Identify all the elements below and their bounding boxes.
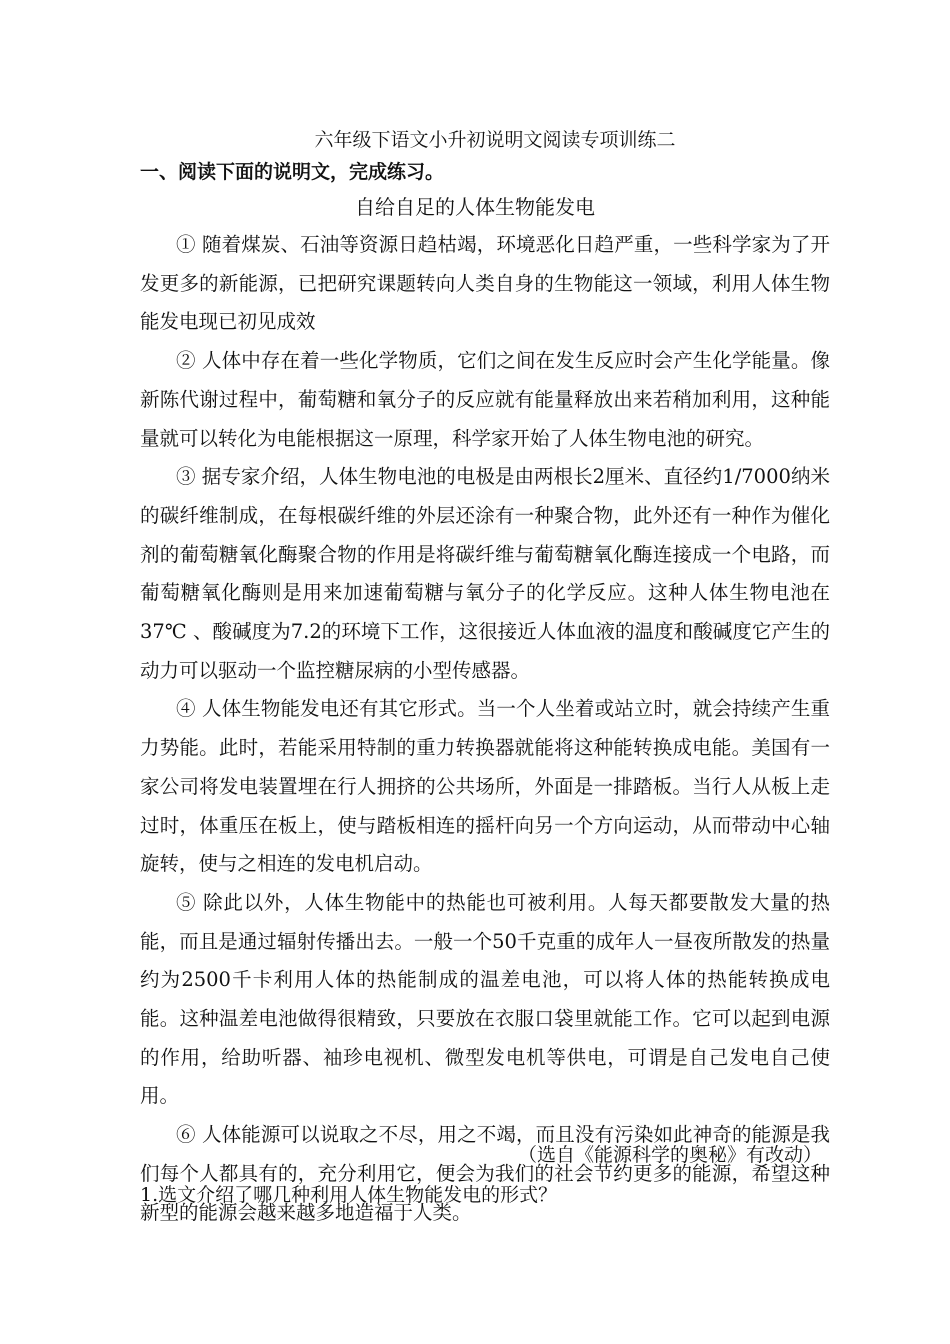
paragraph-6: ⑥ 人体能源可以说取之不尽，用之不竭，而且没有污染如此神奇的能源是我们每个人都具有的，充分利用它，便会为我们的社会节约更多的能源，希望这种新型的能源会越来越多地造福于人类。 xyxy=(140,1123,830,1224)
source-citation: （选自《能源科学的奥秘》有改动） xyxy=(517,1144,822,1166)
paragraph-5: ⑤ 除此以外，人体生物能中的热能也可被利用。人每天都要散发大量的热能，而且是通过辐射传播出去。一般一个50千克重的成年人一昼夜所散发的热量约为2500千卡利用人体的热能制成的温差电池，可以将人体的热能转换成电能。这种温差电池做得很精致，只要放在衣服口袋里就能工作。它可以起到电源的作用，给助听器、袖珍电视机、微型发电机等供电，可谓是自己发电自己使用。 xyxy=(140,890,830,1108)
article-body xyxy=(140,226,830,1232)
paragraph-2: ② 人体中存在着一些化学物质，它们之间在发生反应时会产生化学能量。像新陈代谢过程中，葡萄糖和氧分子的反应就有能量释放出来若稍加利用，这种能量就可以转化为电能根据这一原理，科学家开始了人体生物电池的研究。 xyxy=(140,349,830,450)
question-1: 1.选文介绍了哪几种利用人体生物能发电的形式？ xyxy=(140,1184,558,1206)
paragraph-3: ③ 据专家介绍，人体生物电池的电极是由两根长2厘米、直径约1/7000纳米的碳纤维制成，在每根碳纤维的外层还涂有一种聚合物，此外还有一种作为催化剂的葡萄糖氧化酶聚合物的作用是将碳纤维与葡萄糖氧化酶连接成一个电路，而葡萄糖氧化酶则是用来加速葡萄糖与氧分子的化学反应。这种人体生物电池在37℃ 、酸碱度为7.2的环境下工作，这很接近人体血液的温度和酸碱度它产生的动力可以驱动一个监控糖尿病的小型传感器。 xyxy=(140,465,830,682)
document-title: 六年级下语文小升初说明文阅读专项训练二 xyxy=(314,129,676,151)
article-title: 自给自足的人体生物能发电 xyxy=(355,195,595,219)
paragraph-1: ① 随着煤炭、石油等资源日趋枯竭，环境恶化日趋严重，一些科学家为了开发更多的新能源，已把研究课题转向人类自身的生物能这一领域，利用人体生物能发电现已初见成效 xyxy=(140,233,830,334)
paragraph-4: ④ 人体生物能发电还有其它形式。当一个人坐着或站立时，就会持续产生重力势能。此时，若能采用特制的重力转换器就能将这种能转换成电能。美国有一家公司将发电装置埋在行人拥挤的公共场所，外面是一排踏板。当行人从板上走过时，体重压在板上，使与踏板相连的摇杆向另一个方向运动，从而带动中心轴旋转，使与之相连的发电机启动。 xyxy=(140,697,830,876)
section-heading: 一、阅读下面的说明文，完成练习。 xyxy=(140,161,445,183)
